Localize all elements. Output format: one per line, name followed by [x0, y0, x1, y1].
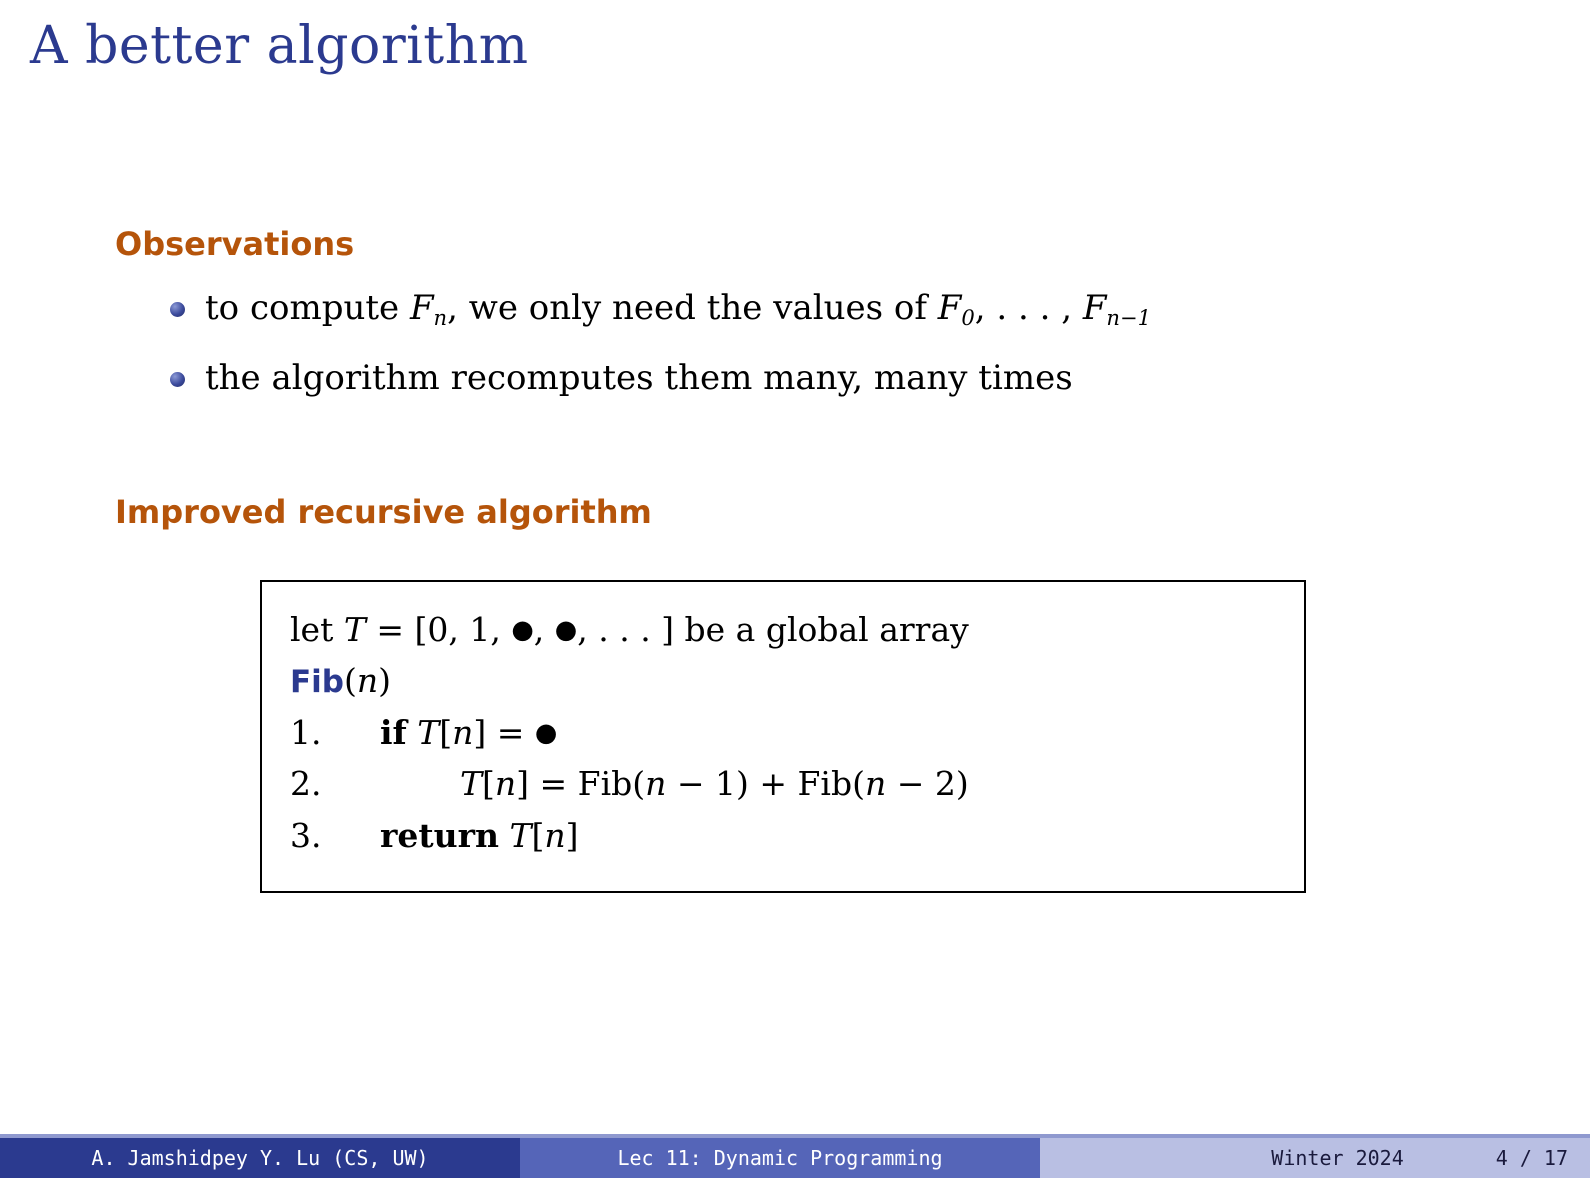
algorithm-line-3: 3. return T[n]	[290, 815, 579, 855]
footer-page-number: 4 / 17	[1495, 1146, 1568, 1170]
list-item-text: the algorithm recomputes them many, many times	[205, 358, 1073, 399]
observations-heading: Observations	[115, 225, 355, 263]
observations-list	[160, 288, 1151, 427]
page-title: A better algorithm	[30, 16, 529, 76]
algorithm-preamble: let T = [0, 1, ●, ●, . . . ] be a global array	[290, 610, 969, 649]
footer-lecture: Lec 11: Dynamic Programming	[520, 1138, 1040, 1178]
bullet-dot-icon	[170, 302, 185, 317]
footer-term: Winter 2024	[1271, 1146, 1404, 1170]
footer-authors: A. Jamshidpey Y. Lu (CS, UW)	[0, 1138, 520, 1178]
algorithm-name: Fib(n)	[290, 661, 392, 701]
algorithm-line-1: 1. if T[n] = ●	[290, 712, 558, 752]
list-item-text: to compute $F_n$, we only need the values of $F_0$, . . . , $F_{n-1}$	[205, 288, 1152, 330]
algorithm-box	[260, 580, 1306, 893]
algorithm-line-2: 2. T[n] = Fib(n − 1) + Fib(n − 2)	[290, 764, 969, 804]
footer-right	[1040, 1138, 1590, 1178]
list-item	[160, 288, 1151, 330]
footer	[0, 1138, 1590, 1178]
bullet-dot-icon	[170, 372, 185, 387]
list-item	[160, 358, 1151, 399]
improved-algorithm-heading: Improved recursive algorithm	[115, 493, 652, 531]
